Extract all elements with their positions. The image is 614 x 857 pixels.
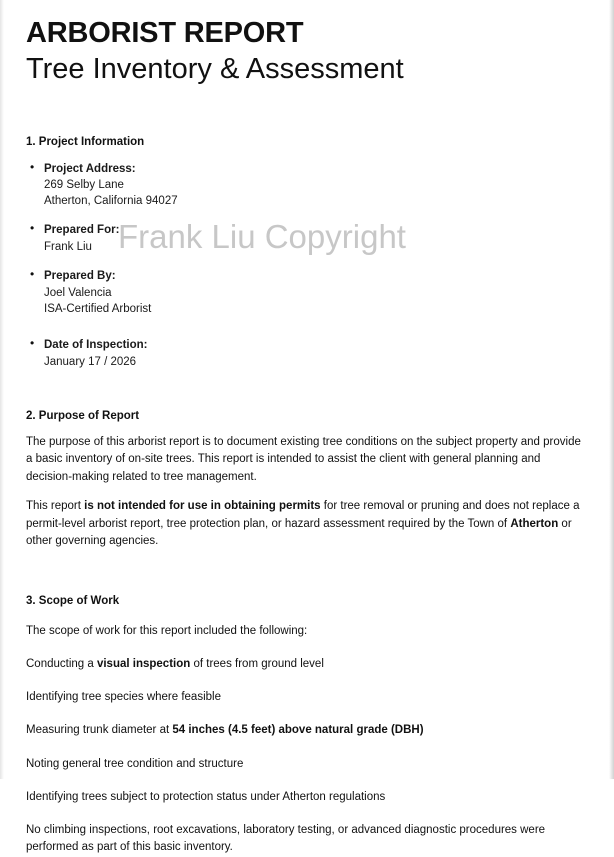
list-item-date-of-inspection [26, 337, 588, 370]
list-item-prepared-by [26, 268, 588, 317]
scope-line-2: Identifying tree species where feasible [26, 691, 221, 704]
scope-line-3 [26, 722, 588, 739]
purpose-paragraph-2 [26, 498, 588, 550]
page-edge-shadow-right [609, 0, 614, 779]
section-heading-purpose-of-report: 2. Purpose of Report [26, 409, 140, 422]
scope-line-1-pre: Conducting a [26, 657, 97, 670]
list-item-prepared-for [26, 222, 588, 255]
prepared-for-label: • Prepared For: [44, 224, 120, 237]
project-information-list [26, 161, 588, 370]
list-item-project-address [26, 161, 588, 210]
date-of-inspection-value: January 17 / 2026 [44, 355, 137, 368]
section-heading-scope-of-work: 3. Scope of Work [26, 594, 120, 607]
title-block [26, 16, 588, 88]
prepared-by-name: Joel Valencia [44, 286, 112, 299]
project-address-label: • Project Address: [44, 162, 136, 175]
page-subtitle: Tree Inventory & Assessment [26, 53, 404, 86]
prepared-by-label: • Prepared By: [44, 270, 116, 283]
scope-intro: The scope of work for this report included the following: [26, 624, 308, 637]
project-address-line-2: Atherton, California 94027 [44, 195, 178, 208]
scope-line-4: Noting general tree condition and structure [26, 757, 244, 770]
page-title: ARBORIST REPORT [26, 17, 304, 49]
scope-line-6: No climbing inspections, root excavations, laboratory testing, or advanced diagnostic procedures were performed as part of this basic inventory. [26, 824, 546, 854]
scope-line-5: Identifying trees subject to protection status under Atherton regulations [26, 790, 386, 803]
scope-line-1-post: of trees from ground level [190, 657, 324, 670]
purpose-p2-bold-1: is not intended for use in obtaining permits [84, 500, 321, 513]
project-address-line-1: 269 Selby Lane [44, 179, 124, 192]
purpose-p2-text-3: or other governing agencies. [26, 517, 572, 548]
scope-line-3-bold: 54 inches (4.5 feet) above natural grade (DBH) [172, 724, 424, 737]
scope-line-1 [26, 656, 588, 673]
prepared-by-credential: ISA-Certified Arborist [44, 302, 152, 315]
purpose-paragraph-1: The purpose of this arborist report is to document existing tree conditions on the subject property and provide a basic inventory of on-site trees. This report is intended to assist the client with general planning and decision-making related to tree management. [26, 435, 581, 483]
purpose-p2-text-2: for tree removal or pruning and does not replace a permit-level arborist report, tree protection plan, or hazard assessment required by the Town of [26, 500, 580, 530]
prepared-for-value: Frank Liu [44, 241, 92, 254]
purpose-p2-bold-2: Atherton [510, 517, 559, 530]
scope-line-3-pre: Measuring trunk diameter at [26, 724, 173, 737]
scope-line-1-bold: visual inspection [96, 657, 191, 670]
copyright-watermark: Frank Liu Copyright [118, 218, 406, 255]
purpose-p2-text-1: This report [26, 500, 85, 513]
section-heading-project-information: 1. Project Information [26, 135, 145, 148]
date-of-inspection-label: • Date of Inspection: [44, 339, 148, 352]
page-edge-shadow-left [0, 0, 4, 779]
